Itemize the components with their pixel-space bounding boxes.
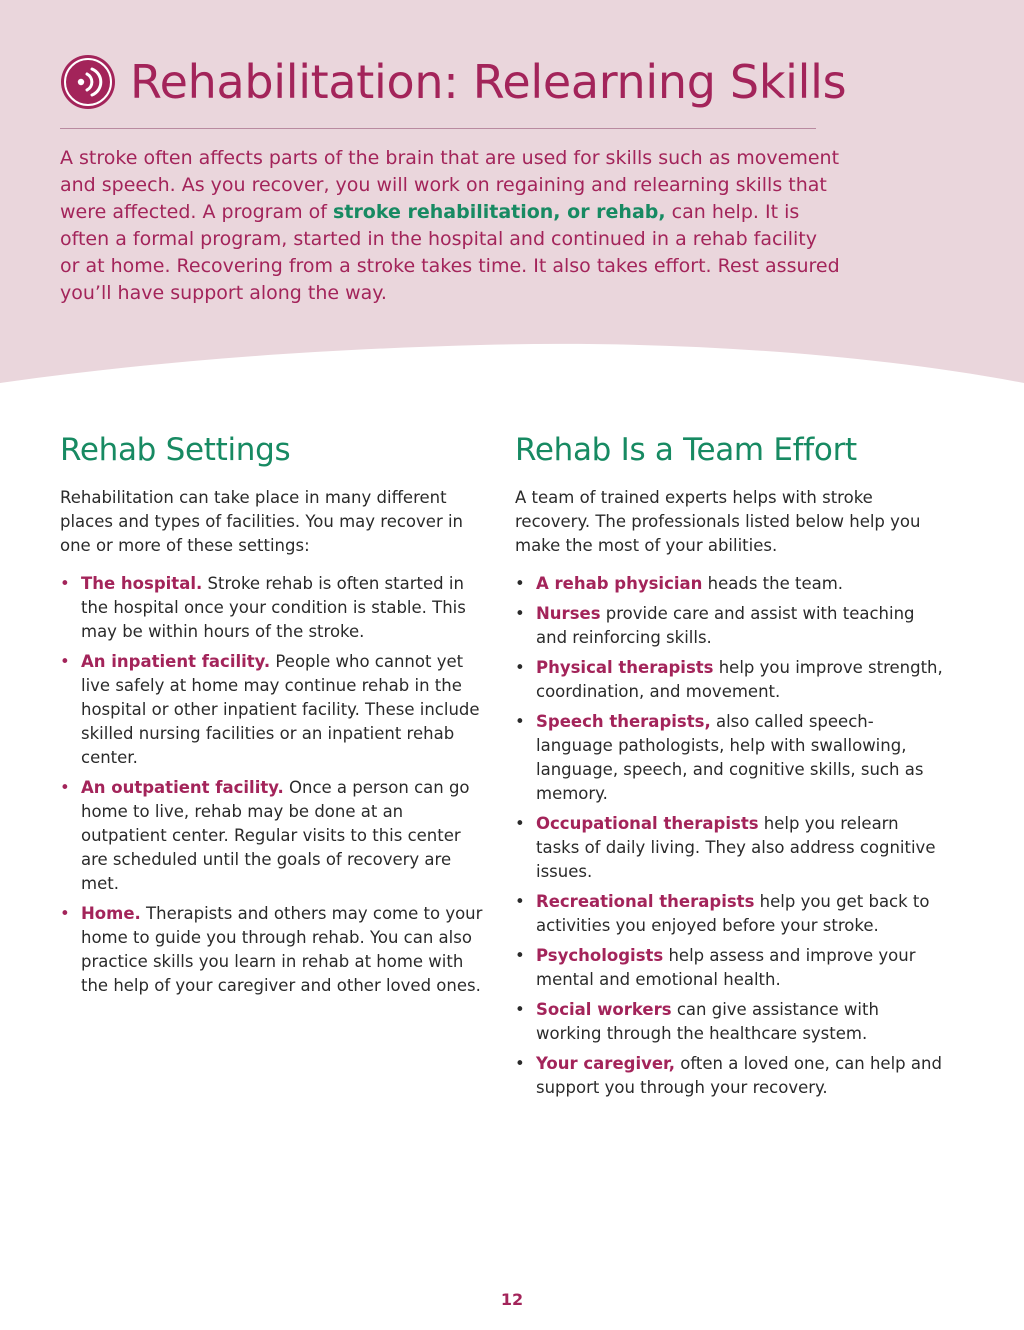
item-term: Speech therapists, [536, 712, 711, 731]
item-text: often a loved one, can help and support you through your recovery. [536, 1054, 942, 1097]
item-term: Nurses [536, 604, 601, 623]
bullet-icon: • [515, 574, 525, 593]
item-term: Social workers [536, 1000, 672, 1019]
bullet-icon: • [515, 712, 525, 731]
team-effort-lead: A team of trained experts helps with stroke recovery. The professionals listed below help you make the most of your abilities. [515, 488, 921, 555]
item-text: help you get back to activities you enjoyed before your stroke. [536, 892, 930, 935]
list-item [515, 812, 945, 884]
list-item [60, 776, 490, 896]
item-text: can give assistance with working through the healthcare system. [536, 1000, 879, 1043]
bullet-icon: • [515, 892, 525, 911]
item-text: Once a person can go home to live, rehab may be done at an outpatient center. Regular visits to this center are scheduled until the goals of recovery are met. [81, 778, 470, 893]
intro-highlight: stroke rehabilitation, or rehab, [333, 201, 666, 223]
item-term: An inpatient facility. [81, 652, 271, 671]
item-term: Occupational therapists [536, 814, 759, 833]
item-term: Home. [81, 904, 141, 923]
item-text: People who cannot yet live safely at home may continue rehab in the hospital or other inpatient facility. These include skilled nursing facilities or an inpatient rehab center. [81, 652, 480, 767]
bullet-icon: • [60, 904, 70, 923]
item-text: help you improve strength, coordination, and movement. [536, 658, 943, 701]
bullet-icon: • [515, 1054, 525, 1073]
item-text: Stroke rehab is often started in the hospital once your condition is stable. This may be within hours of the stroke. [81, 574, 466, 641]
item-text: also called speech-language pathologists, help with swallowing, language, speech, and cognitive skills, such as memory. [536, 712, 924, 803]
list-item [60, 572, 490, 644]
item-term: The hospital. [81, 574, 203, 593]
page-title: Rehabilitation: Relearning Skills [130, 55, 847, 109]
team-effort-section [515, 430, 945, 1106]
list-item [515, 1052, 945, 1100]
bullet-icon: • [515, 946, 525, 965]
item-text: provide care and assist with teaching and reinforcing skills. [536, 604, 915, 647]
audio-speaker-icon [60, 54, 116, 110]
item-term: A rehab physician [536, 574, 703, 593]
item-term: Physical therapists [536, 658, 714, 677]
rehab-settings-section [60, 430, 490, 1004]
item-term: Psychologists [536, 946, 664, 965]
intro-text-before: A stroke often affects parts of the brain that are used for skills such as movement and speech. As you recover, you will work on regaining and relearning skills that were affected. A program of [60, 147, 840, 223]
title-row [60, 52, 846, 112]
bullet-icon: • [60, 574, 70, 593]
item-term: Your caregiver, [536, 1054, 676, 1073]
rehab-settings-heading: Rehab Settings [60, 432, 291, 468]
bullet-icon: • [515, 814, 525, 833]
list-item [60, 650, 490, 770]
bullet-icon: • [515, 604, 525, 623]
bullet-icon: • [515, 1000, 525, 1019]
item-text: Therapists and others may come to your home to guide you through rehab. You can also practice skills you learn in rehab at home with the help of your caregiver and other loved ones. [81, 904, 483, 995]
list-item [515, 710, 945, 806]
bullet-icon: • [60, 778, 70, 797]
team-effort-list [515, 572, 945, 1100]
page-number: 12 [500, 1290, 524, 1309]
list-item [515, 572, 945, 596]
item-term: An outpatient facility. [81, 778, 284, 797]
intro-text-after: can help. It is often a formal program, started in the hospital and continued in a rehab facility or at home. Recovering from a stroke takes time. It also takes effort. Rest assured you’ll have support along the way. [60, 201, 840, 304]
list-item [60, 902, 490, 998]
list-item [515, 890, 945, 938]
list-item [515, 656, 945, 704]
list-item [515, 944, 945, 992]
bullet-icon: • [515, 658, 525, 677]
team-effort-heading: Rehab Is a Team Effort [515, 432, 857, 468]
item-text: help assess and improve your mental and emotional health. [536, 946, 916, 989]
rehab-settings-list [60, 572, 490, 998]
intro-paragraph [60, 145, 840, 307]
item-term: Recreational therapists [536, 892, 755, 911]
rehab-settings-lead: Rehabilitation can take place in many different places and types of facilities. You may recover in one or more of these settings: [60, 488, 464, 555]
list-item [515, 998, 945, 1046]
title-divider [60, 128, 816, 129]
list-item [515, 602, 945, 650]
bullet-icon: • [60, 652, 70, 671]
item-text: heads the team. [702, 574, 844, 593]
item-text: help you relearn tasks of daily living. They also address cognitive issues. [536, 814, 936, 881]
